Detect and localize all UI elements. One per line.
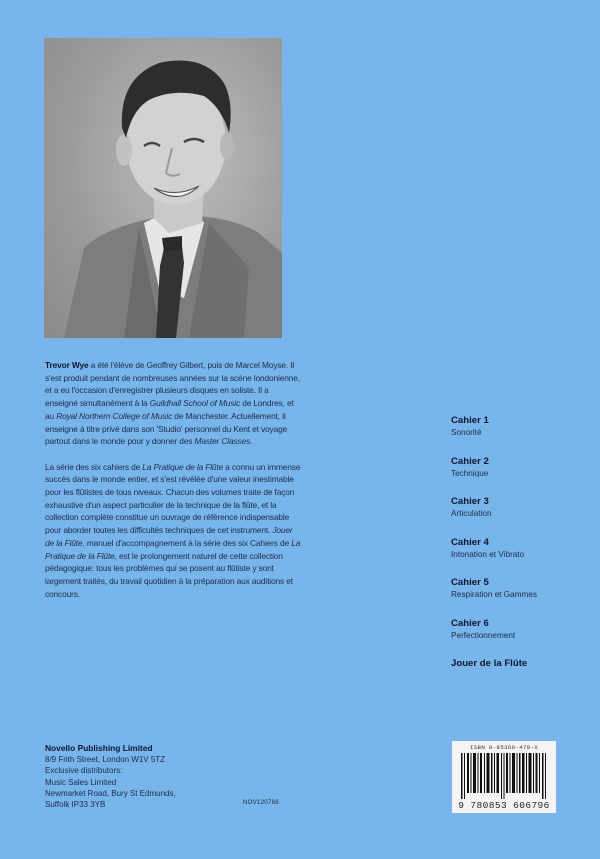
- series-item-title: Jouer de la Flûte: [451, 658, 528, 669]
- bio-paragraph-1: [45, 359, 303, 448]
- author-biography: [45, 359, 303, 613]
- bio-text: , manuel d'accompagnement à la série des six Cahiers de: [82, 537, 292, 548]
- bio-emphasis: Royal Northern College of Music: [56, 410, 173, 421]
- series-item: [451, 577, 591, 618]
- series-item-title: Cahier 1: [451, 415, 489, 426]
- bio-text: La série des six cahiers de: [45, 461, 143, 472]
- series-item: [451, 456, 591, 497]
- bio-emphasis: Guildhall School of Music: [149, 398, 241, 409]
- series-item-subtitle: Intonation et Vibrato: [451, 549, 525, 559]
- isbn-barcode: [452, 741, 556, 813]
- distributor-name: Music Sales Limited: [45, 777, 117, 787]
- bio-text: de Londres, et au: [45, 398, 294, 421]
- catalogue-number: NOV120788: [243, 799, 279, 806]
- author-photo: [44, 38, 282, 338]
- bio-emphasis: La Pratique de la Flûte: [45, 537, 301, 561]
- publisher-name: Novello Publishing Limited: [45, 743, 153, 753]
- barcode-bars-icon: [461, 753, 547, 799]
- series-item-title: Cahier 2: [451, 455, 489, 467]
- barcode-digits: 9 780853 606796: [458, 800, 550, 811]
- series-item-subtitle: Technique: [451, 468, 489, 478]
- bio-emphasis: La Pratique de la Flûte: [142, 461, 224, 472]
- series-item: [451, 415, 591, 456]
- bio-text: .: [250, 436, 253, 447]
- series-item-subtitle: Sonorité: [451, 428, 482, 437]
- distributors-label: Exclusive distributors:: [45, 766, 123, 776]
- series-item-subtitle: Perfectionnement: [451, 630, 516, 640]
- bio-text: a été l'élève de Geoffrey Gilbert, puis de Marcel Moyse. Il s'est produit pendant de nombreuses années sur la scène londonienne, et a eu l'occasion d'enregistrer plusieurs disques en soliste. Il a enseigné simultanément à la: [45, 360, 300, 409]
- series-item: [451, 537, 591, 578]
- series-item: [451, 618, 591, 659]
- distributor-address-line-2: Suffolk IP33 3YB: [45, 800, 106, 810]
- series-item: [451, 496, 591, 537]
- series-list: [451, 415, 591, 699]
- author-name: Trevor Wye: [45, 360, 89, 370]
- author-portrait-illustration: [44, 38, 282, 338]
- series-item: [451, 658, 591, 699]
- series-item-title: Cahier 6: [451, 617, 489, 629]
- bio-text: , est le prolongement naturel de cette collection pédagogique: tous les problèmes qui se posent au flûtiste y sont largement traités, du travail quotidien à la préparation aux auditions et concours.: [45, 550, 293, 599]
- series-item-title: Cahier 5: [451, 577, 489, 588]
- isbn-text: ISBN 0-85360-479-X: [469, 744, 539, 751]
- publisher-address: 8/9 Frith Street, London W1V 5TZ: [45, 755, 166, 765]
- bio-text: a connu un immense succès dans le monde entier, et s'est révélée d'une valeur inestimable pour les flûtistes de tous niveaux. Chacun des volumes traite de façon exhaustive d'un aspect particulier de la technique de la flûte, et la collection complète constitue un ouvrage de référence indispensable pour aborder toutes les difficultés techniques de cet instrument.: [45, 461, 301, 536]
- series-item-subtitle: Respiration et Gammes: [451, 590, 538, 599]
- distributor-address-line-1: Newmarket Road, Bury St Edmunds,: [45, 788, 176, 798]
- publisher-info: [45, 743, 245, 810]
- bio-text: de Manchester. Actuellement, il enseigne à titre privé dans son 'Studio' personnel du Kent et voyage partout dans le monde pour y donner des: [45, 410, 288, 447]
- bio-emphasis: Master Classes: [194, 436, 251, 447]
- bio-paragraph-2: [45, 461, 303, 601]
- series-item-subtitle: Articulation: [451, 509, 492, 518]
- series-item-title: Cahier 3: [451, 496, 489, 507]
- series-item-title: Cahier 4: [451, 536, 489, 548]
- bio-emphasis: Jouer de la Flûte: [45, 525, 293, 548]
